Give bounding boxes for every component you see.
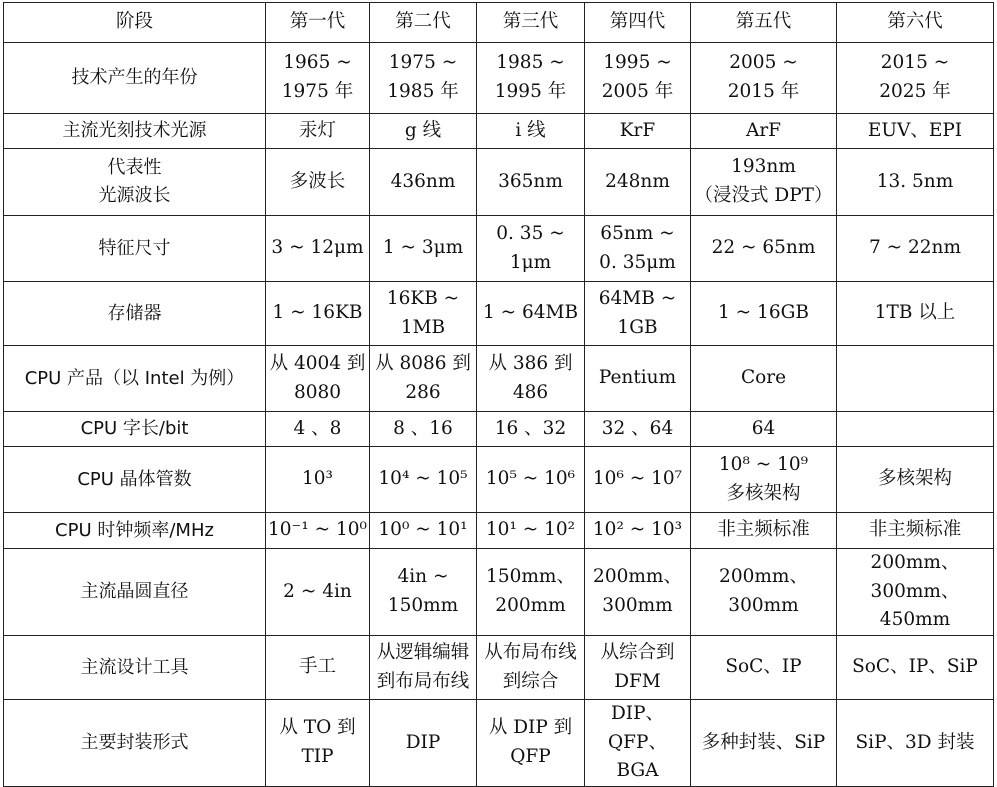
header-gen-2: 第二代 [370,3,477,43]
table-cell: 10⁻¹ ~ 10⁰ [266,513,370,549]
header-gen-3: 第三代 [477,3,585,43]
table-cell: 365nm [477,149,585,216]
table-cell: 1 ~ 16GB [691,282,837,346]
table-cell: 13. 5nm [837,149,994,216]
header-gen-5: 第五代 [691,3,837,43]
table-cell: SiP、3D 封装 [837,700,994,787]
table-cell: 22 ~ 65nm [691,216,837,282]
table-cell: 0. 35 ~ 1μm [477,216,585,282]
row-label: 存储器 [4,282,266,346]
table-cell: 32 、64 [585,412,691,447]
table-row [4,513,994,549]
table-cell: 从 386 到 486 [477,346,585,412]
table-cell [837,412,994,447]
table-row [4,149,994,216]
table-cell: 150mm、 200mm [477,549,585,636]
table-cell: 10² ~ 10³ [585,513,691,549]
table-cell: 64 [691,412,837,447]
row-label: 主流晶圆直径 [4,549,266,636]
table-cell: Core [691,346,837,412]
row-label: 技术产生的年份 [4,43,266,114]
header-stage: 阶段 [4,3,266,43]
table-cell: 4 、8 [266,412,370,447]
table-cell: 200mm、 300mm [691,549,837,636]
table-row [4,282,994,346]
table-cell: 1995 ~ 2005 年 [585,43,691,114]
row-label: 主流设计工具 [4,636,266,700]
table-cell: 1 ~ 3μm [370,216,477,282]
header-gen-4: 第四代 [585,3,691,43]
table-cell: Pentium [585,346,691,412]
table-row [4,700,994,787]
table-cell: 1 ~ 16KB [266,282,370,346]
table-row [4,636,994,700]
table-cell: 从逻辑编辑 到布局布线 [370,636,477,700]
table-cell: EUV、EPI [837,114,994,149]
header-row [4,3,994,43]
table-cell: ArF [691,114,837,149]
table-cell: 10³ [266,447,370,513]
semiconductor-generations-table [3,2,994,787]
table-cell: 16 、32 [477,412,585,447]
table-cell [837,346,994,412]
table-cell: 10⁴ ~ 10⁵ [370,447,477,513]
table-cell: 436nm [370,149,477,216]
table-cell: 多波长 [266,149,370,216]
table-cell: 2 ~ 4in [266,549,370,636]
header-gen-1: 第一代 [266,3,370,43]
table-cell: 248nm [585,149,691,216]
table-cell: SoC、IP、SiP [837,636,994,700]
table-row [4,114,994,149]
table-cell: 10⁸ ~ 10⁹ 多核架构 [691,447,837,513]
table-cell: 4in ~ 150mm [370,549,477,636]
table-cell: 3 ~ 12μm [266,216,370,282]
row-label: CPU 产品（以 Intel 为例） [4,346,266,412]
table-row [4,412,994,447]
row-label: CPU 晶体管数 [4,447,266,513]
table-cell: DIP、QFP、 BGA [585,700,691,787]
row-label: 主要封装形式 [4,700,266,787]
table-row [4,447,994,513]
table-cell: 2005 ~ 2015 年 [691,43,837,114]
table-cell: 从布局布线 到综合 [477,636,585,700]
table-cell: 非主频标准 [837,513,994,549]
row-label: CPU 时钟频率/MHz [4,513,266,549]
table-cell: 7 ~ 22nm [837,216,994,282]
row-label: CPU 字长/bit [4,412,266,447]
table-row [4,216,994,282]
table-cell: 65nm ~ 0. 35μm [585,216,691,282]
table-row [4,43,994,114]
header-gen-6: 第六代 [837,3,994,43]
table-cell: 193nm （浸没式 DPT） [691,149,837,216]
table-cell: 200mm、 300mm [585,549,691,636]
table-cell: 多核架构 [837,447,994,513]
table-cell: 多种封装、SiP [691,700,837,787]
table-cell: DIP [370,700,477,787]
table-cell: 1985 ~ 1995 年 [477,43,585,114]
table-cell: 10¹ ~ 10² [477,513,585,549]
table-cell: 非主频标准 [691,513,837,549]
table-row [4,346,994,412]
table-cell: 从 DIP 到 QFP [477,700,585,787]
row-label: 主流光刻技术光源 [4,114,266,149]
table-cell: 从综合到 DFM [585,636,691,700]
table-cell: 16KB ~ 1MB [370,282,477,346]
table-cell: 1975 ~ 1985 年 [370,43,477,114]
table-cell: 64MB ~ 1GB [585,282,691,346]
table-cell: 1 ~ 64MB [477,282,585,346]
table-cell: 10⁵ ~ 10⁶ [477,447,585,513]
table-cell: 汞灯 [266,114,370,149]
row-label: 代表性 光源波长 [4,149,266,216]
table-cell: 1965 ~ 1975 年 [266,43,370,114]
table-cell: 2015 ~ 2025 年 [837,43,994,114]
table-cell: 10⁰ ~ 10¹ [370,513,477,549]
table-cell: 手工 [266,636,370,700]
row-label: 特征尺寸 [4,216,266,282]
table-cell: KrF [585,114,691,149]
table-cell: g 线 [370,114,477,149]
table-cell: 10⁶ ~ 10⁷ [585,447,691,513]
table-row [4,549,994,636]
table-cell: 从 4004 到 8080 [266,346,370,412]
table-cell: 200mm、300mm、 450mm [837,549,994,636]
table-cell: 从 8086 到 286 [370,346,477,412]
table-cell: 1TB 以上 [837,282,994,346]
table-cell: SoC、IP [691,636,837,700]
table-cell: i 线 [477,114,585,149]
table-cell: 8 、16 [370,412,477,447]
table-cell: 从 TO 到 TIP [266,700,370,787]
